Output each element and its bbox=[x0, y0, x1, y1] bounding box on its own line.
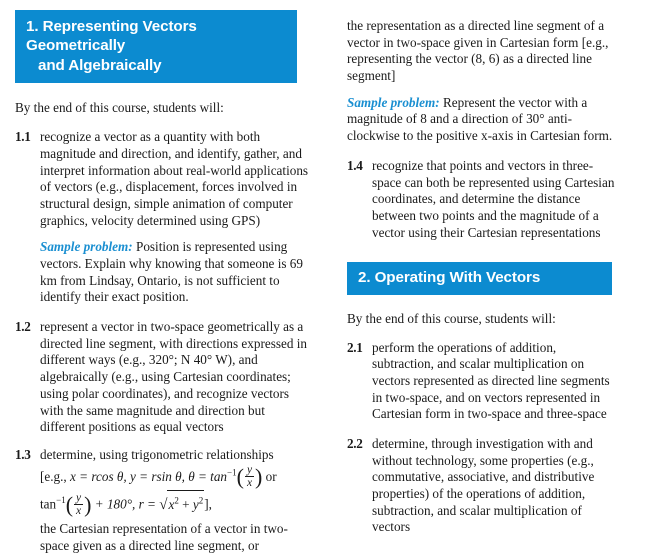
expectation-1-3-formula-line-1 bbox=[40, 464, 312, 491]
expectation-1-3-continuation bbox=[347, 18, 619, 145]
expectation-1-3-formula-line-2 bbox=[40, 490, 312, 521]
sample-problem-label: Sample problem: bbox=[40, 239, 133, 255]
formula-2-fraction bbox=[74, 492, 83, 517]
expectation-1-1 bbox=[15, 129, 312, 306]
formula-2-paren-open: ( bbox=[65, 491, 74, 517]
expectation-1-2-number: 1.2 bbox=[15, 319, 31, 335]
radical-term-y: y bbox=[192, 497, 199, 513]
expectation-1-3-lead-text: determine, using trigonometric relationships bbox=[40, 446, 274, 462]
expectation-2-1 bbox=[347, 340, 619, 423]
expectation-1-1-sample bbox=[40, 239, 312, 306]
section-banner-1-line1: 1. Representing Vectors Geometrically bbox=[26, 18, 197, 55]
right-intro-text: By the end of this course, students will: bbox=[347, 310, 556, 326]
expectation-2-1-text: perform the operations of addition, subtraction, and scalar multiplication on vectors represented as directed line segments in two-space, and on vectors represented in Cartesian form in two-space and three-space bbox=[372, 339, 610, 422]
section-banner-1 bbox=[15, 10, 297, 83]
formula-2-exponent: −1 bbox=[56, 495, 66, 506]
expectation-1-4-text: recognize that points and vectors in three-space can both be represented using Cartesian coordinates, and determine the distance between two points and the magnitude of a vector using their Cartesian representations bbox=[372, 157, 615, 240]
expectation-1-3 bbox=[15, 447, 312, 554]
section-banner-2-line1: 2. Operating With Vectors bbox=[358, 269, 541, 287]
continuation-sample bbox=[347, 95, 619, 145]
radical-sign-icon: √ bbox=[159, 497, 168, 514]
radical-term-y-exponent: 2 bbox=[198, 495, 204, 506]
expectation-2-2 bbox=[347, 436, 619, 536]
section-banner-1-line2: and Algebraically bbox=[38, 56, 162, 74]
radical-term-x: x bbox=[168, 497, 175, 513]
formula-2-numerator: y bbox=[76, 491, 82, 504]
formula-1-denominator: x bbox=[246, 477, 253, 490]
formula-1-prefix: [e.g., bbox=[40, 468, 71, 484]
sample-problem-label: Sample problem: bbox=[347, 94, 440, 110]
expectation-1-3-tail-text: the Cartesian representation of a vector in two-space given as a directed line segment, or bbox=[40, 520, 288, 553]
expectation-2-2-number: 2.2 bbox=[347, 435, 363, 451]
expectation-2-1-number: 2.1 bbox=[347, 339, 363, 355]
formula-2-end: ], bbox=[204, 496, 212, 512]
formula-2-paren-close: ) bbox=[84, 491, 92, 517]
formula-1-exponent: −1 bbox=[227, 467, 237, 478]
expectation-1-3-number: 1.3 bbox=[15, 446, 31, 462]
left-intro-text: By the end of this course, students will: bbox=[15, 100, 224, 116]
sample-problem-text: Represent the vector with a magnitude of 8 and a direction of 30° anti-clockwise to the positive x-axis in Cartesian form. bbox=[347, 94, 613, 144]
formula-1-paren-open: ( bbox=[236, 463, 244, 489]
expectation-2-2-text: determine, through investigation with and without technology, some properties (e.g., commutative, associative, and distributive properties) of the operations of addition, subtraction, and scalar multiplication of vectors bbox=[372, 435, 595, 535]
formula-1-body: x = rcos θ, y = rsin θ, θ = tan bbox=[70, 468, 228, 484]
right-column bbox=[330, 0, 647, 535]
radical-plus: + bbox=[178, 497, 193, 513]
formula-2-radical bbox=[159, 490, 204, 521]
expectation-1-2-text: represent a vector in two-space geometrically as a directed line segment, with directions expressed in different ways (e.g., 320°; N 40° W), and algebraically (e.g., using Cartesian coordinates; using polar coordinates), and recognize vectors with the same magnitude and direction but different positions as equal vectors bbox=[40, 319, 307, 435]
radical-body bbox=[167, 490, 204, 518]
continuation-text: the representation as a directed line segment of a vector in two-space given in Cartesian form [e.g., representing the vector (8, 6) as a directed line segment] bbox=[347, 18, 609, 84]
expectation-1-2 bbox=[15, 319, 312, 436]
formula-1-paren-close: ) bbox=[255, 463, 263, 489]
formula-1-fraction bbox=[245, 464, 254, 489]
expectation-1-1-text: recognize a vector as a quantity with both magnitude and direction, and identify, gather, and interpret information about real-world applications of vectors (e.g., displacement, forces involved in structural design, simple animation of computer graphics, velocity determined using GPS) bbox=[40, 129, 309, 228]
expectation-1-4-number: 1.4 bbox=[347, 157, 363, 173]
formula-2-tan: tan bbox=[40, 496, 57, 512]
formula-2-middle: + 180°, r = bbox=[91, 496, 160, 512]
expectation-1-1-number: 1.1 bbox=[15, 129, 31, 145]
expectation-1-4 bbox=[347, 158, 619, 241]
formula-1-suffix: or bbox=[262, 468, 277, 484]
formula-2-denominator: x bbox=[76, 504, 82, 517]
radical-term-x-exponent: 2 bbox=[174, 495, 179, 506]
formula-1-numerator: y bbox=[246, 463, 253, 476]
section-banner-2 bbox=[347, 262, 612, 294]
sample-problem-text: Position is represented using vectors. Explain why knowing that someone is 69 km from Lindsay, Ontario, is not sufficient to identify their exact position. bbox=[40, 239, 303, 305]
